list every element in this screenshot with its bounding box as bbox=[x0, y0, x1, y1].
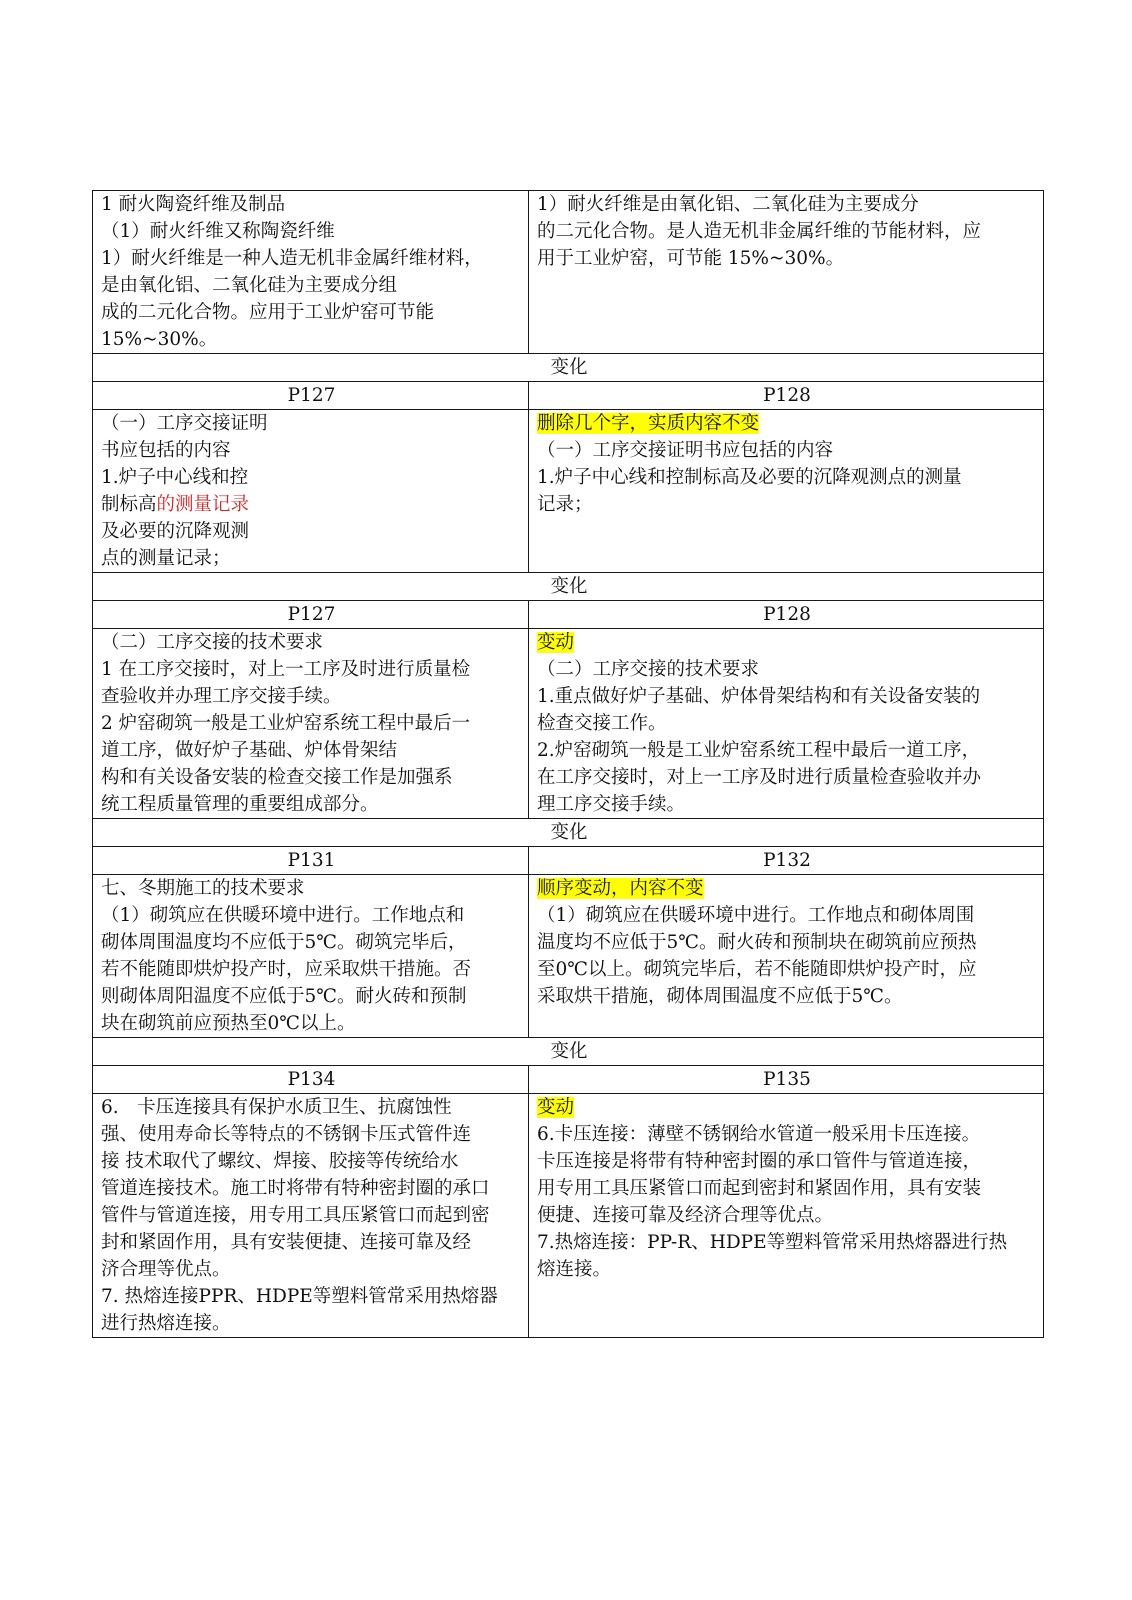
text-line: 1.炉子中心线和控制标高及必要的沉降观测点的测量 bbox=[537, 467, 962, 488]
text-line: 强、使用寿命长等特点的不锈钢卡压式管件连 bbox=[101, 1124, 472, 1145]
text-line bbox=[101, 491, 522, 518]
text-line: 及必要的沉降观测 bbox=[101, 521, 250, 542]
text-line: 1 在工序交接时，对上一工序及时进行质量检 bbox=[101, 659, 471, 680]
content-row bbox=[93, 875, 1044, 1038]
text-line: 的二元化合物。是人造无机非金属纤维的节能材料，应 bbox=[537, 221, 982, 242]
change-note-line bbox=[537, 629, 1037, 656]
red-emphasis-text: 的测量记录 bbox=[156, 494, 250, 515]
old-text-cell bbox=[93, 1094, 529, 1338]
new-text-cell bbox=[529, 875, 1044, 1038]
old-page-number: P131 bbox=[93, 847, 529, 875]
new-text-cell bbox=[529, 191, 1044, 354]
text-line: 管件与管道连接，用专用工具压紧管口而起到密 bbox=[101, 1205, 490, 1226]
comparison-table bbox=[92, 190, 1044, 1338]
text-line: 进行热熔连接。 bbox=[101, 1313, 231, 1334]
text-line: 15%~30%。 bbox=[101, 329, 218, 350]
text-line: 熔连接。 bbox=[537, 1259, 612, 1280]
text-line: （1）砌筑应在供暖环境中进行。工作地点和 bbox=[101, 905, 465, 926]
text-line: 用专用工具压紧管口而起到密封和紧固作用，具有安装 bbox=[537, 1178, 982, 1199]
text-line: 便捷、连接可靠及经济合理等优点。 bbox=[537, 1205, 834, 1226]
change-row bbox=[93, 573, 1044, 601]
text-line: 统工程质量管理的重要组成部分。 bbox=[101, 794, 379, 815]
text-line: 1）耐火纤维是由氧化铝、二氧化硅为主要成分 bbox=[537, 194, 919, 215]
text-line: 1.重点做好炉子基础、炉体骨架结构和有关设备安装的 bbox=[537, 686, 981, 707]
text-line: 理工序交接手续。 bbox=[537, 794, 686, 815]
content-row bbox=[93, 629, 1044, 819]
change-note-line bbox=[537, 410, 1037, 437]
old-text-cell bbox=[93, 629, 529, 819]
text-line: 在工序交接时，对上一工序及时进行质量检查验收并办 bbox=[537, 767, 982, 788]
old-page-number: P134 bbox=[93, 1066, 529, 1094]
content-row bbox=[93, 191, 1044, 354]
old-text-cell bbox=[93, 191, 529, 354]
change-row bbox=[93, 1038, 1044, 1066]
change-note-highlight: 删除几个字，实质内容不变 bbox=[537, 413, 760, 434]
text-line: 7. 热熔连接PPR、HDPE等塑料管常采用热熔器 bbox=[101, 1286, 498, 1307]
text-line: 查验收并办理工序交接手续。 bbox=[101, 686, 342, 707]
plain-text: 制标高 bbox=[101, 494, 157, 515]
text-line: 构和有关设备安装的检查交接工作是加强系 bbox=[101, 767, 453, 788]
text-line: 块在砌筑前应预热至0℃以上。 bbox=[101, 1013, 356, 1034]
text-line: 1.炉子中心线和控 bbox=[101, 467, 249, 488]
new-page-number: P128 bbox=[529, 601, 1044, 629]
text-line: 砌体周围温度均不应低于5℃。砌筑完毕后， bbox=[101, 932, 467, 953]
text-line: 1）耐火纤维是一种人造无机非金属纤维材料， bbox=[101, 248, 483, 269]
content-row bbox=[93, 410, 1044, 573]
old-page-number: P127 bbox=[93, 601, 529, 629]
text-line: 书应包括的内容 bbox=[101, 440, 231, 461]
change-label: 变化 bbox=[93, 819, 1044, 847]
change-row bbox=[93, 354, 1044, 382]
change-row bbox=[93, 819, 1044, 847]
page-row bbox=[93, 847, 1044, 875]
text-line: 道工序，做好炉子基础、炉体骨架结 bbox=[101, 740, 398, 761]
text-line: 若不能随即烘炉投产时，应采取烘干措施。否 bbox=[101, 959, 472, 980]
text-line: （1）砌筑应在供暖环境中进行。工作地点和砌体周围 bbox=[537, 905, 975, 926]
change-note-line bbox=[537, 1094, 1037, 1121]
text-line: 七、冬期施工的技术要求 bbox=[101, 878, 305, 899]
page-row bbox=[93, 1066, 1044, 1094]
old-text-cell bbox=[93, 410, 529, 573]
text-line: 1 耐火陶瓷纤维及制品 bbox=[101, 194, 286, 215]
text-line: 温度均不应低于5℃。耐火砖和预制块在砌筑前应预热 bbox=[537, 932, 977, 953]
page-row bbox=[93, 382, 1044, 410]
text-line: 记录； bbox=[537, 494, 593, 515]
page-row bbox=[93, 601, 1044, 629]
change-note-line bbox=[537, 875, 1037, 902]
text-line: 采取烘干措施，砌体周围温度不应低于5℃。 bbox=[537, 986, 903, 1007]
change-label: 变化 bbox=[93, 573, 1044, 601]
change-label: 变化 bbox=[93, 354, 1044, 382]
text-line: 7.热熔连接：PP-R、HDPE等塑料管常采用热熔器进行热 bbox=[537, 1232, 1008, 1253]
new-text-cell bbox=[529, 1094, 1044, 1338]
text-line: 2 炉窑砌筑一般是工业炉窑系统工程中最后一 bbox=[101, 713, 471, 734]
text-line: 则砌体周阳温度不应低于5℃。耐火砖和预制 bbox=[101, 986, 467, 1007]
text-line: 6.卡压连接：薄壁不锈钢给水管道一般采用卡压连接。 bbox=[537, 1124, 981, 1145]
text-line: 济合理等优点。 bbox=[101, 1259, 231, 1280]
content-row bbox=[93, 1094, 1044, 1338]
change-label: 变化 bbox=[93, 1038, 1044, 1066]
text-line: （1）耐火纤维又称陶瓷纤维 bbox=[101, 221, 335, 242]
text-line: 成的二元化合物。应用于工业炉窑可节能 bbox=[101, 302, 435, 323]
text-line: 封和紧固作用，具有安装便捷、连接可靠及经 bbox=[101, 1232, 472, 1253]
new-page-number: P128 bbox=[529, 382, 1044, 410]
change-note-highlight: 顺序变动，内容不变 bbox=[537, 878, 704, 899]
text-line: 点的测量记录； bbox=[101, 548, 231, 569]
text-line: 卡压连接是将带有特种密封圈的承口管件与管道连接， bbox=[537, 1151, 982, 1172]
text-line: 接 技术取代了螺纹、焊接、胶接等传统给水 bbox=[101, 1151, 459, 1172]
text-line: （二）工序交接的技术要求 bbox=[537, 659, 760, 680]
text-line: 2.炉窑砌筑一般是工业炉窑系统工程中最后一道工序， bbox=[537, 740, 981, 761]
change-note-highlight: 变动 bbox=[537, 1097, 575, 1118]
new-page-number: P132 bbox=[529, 847, 1044, 875]
new-page-number: P135 bbox=[529, 1066, 1044, 1094]
text-line: 6. 卡压连接具有保护水质卫生、抗腐蚀性 bbox=[101, 1097, 452, 1118]
text-line: 至0℃以上。砌筑完毕后，若不能随即烘炉投产时，应 bbox=[537, 959, 977, 980]
new-text-cell bbox=[529, 629, 1044, 819]
text-line: （一）工序交接证明 bbox=[101, 413, 268, 434]
text-line: 用于工业炉窑，可节能 15%~30%。 bbox=[537, 248, 845, 269]
text-line: 是由氧化铝、二氧化硅为主要成分组 bbox=[101, 275, 398, 296]
new-text-cell bbox=[529, 410, 1044, 573]
old-page-number: P127 bbox=[93, 382, 529, 410]
text-line: 管道连接技术。施工时将带有特种密封圈的承口 bbox=[101, 1178, 490, 1199]
text-line: 检查交接工作。 bbox=[537, 713, 667, 734]
text-line: （二）工序交接的技术要求 bbox=[101, 632, 324, 653]
text-line: （一）工序交接证明书应包括的内容 bbox=[537, 440, 834, 461]
old-text-cell bbox=[93, 875, 529, 1038]
change-note-highlight: 变动 bbox=[537, 632, 575, 653]
